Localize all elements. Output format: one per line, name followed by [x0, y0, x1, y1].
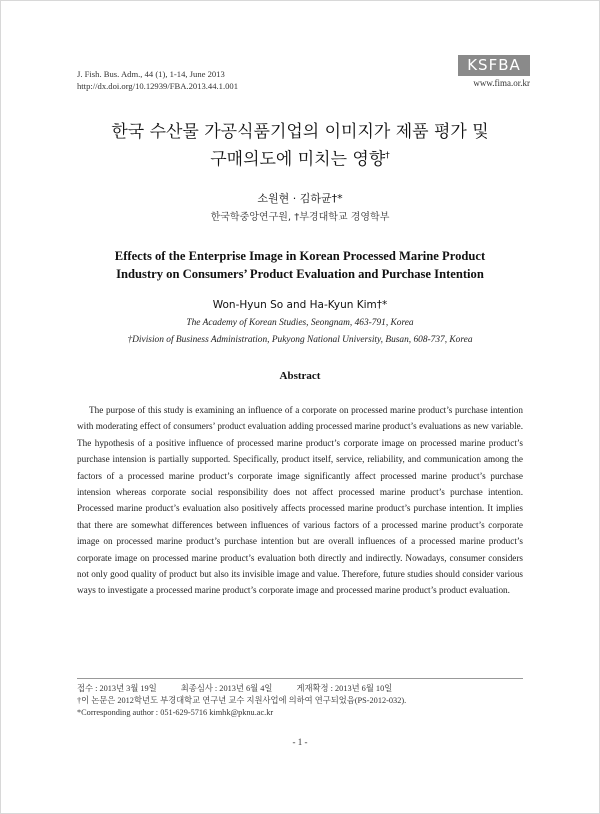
abstract-body: The purpose of this study is examining an influence of a corporate on processed marine product’s purchase intention with moderating effect of consumers’ product evaluation adding processed marine product’s evaluations as new variable. The hypothesis of a positive influence of processed marine product’s corporate image on processed marine product’s purchase intension is partially supported. Specifically, product itself, service, reliability, and communication among the factors of a processed marine product’s corporate image significantly affect processed marine product’s purchase intension whereas corporate social responsibility does not affect processed marine product’s purchase intention. Processed marine product’s evaluation also positively affects processed marine product’s purchase intention. It implies that there are somewhat differences between influences of various factors of a processed marine product’s corporate image on processed marine product’s purchase intention but are overall influences of a processed marine product’s corporate image on processed marine product’s evaluation both directly and indirectly. Nowadays, consumer considers not only good quality of product but also its invisible image and value. Therefore, future studies should consider various ways to investigate a processed marine product’s corporate image and processed marine product’s product evaluation. — [77, 405, 523, 596]
title-english-line1: Effects of the Enterprise Image in Korean Processed Marine Product — [114, 249, 486, 263]
accepted-date: 게재확정 : 2013년 6월 10일 — [296, 684, 393, 693]
website-link[interactable]: www.fima.or.kr — [473, 78, 530, 88]
abstract-heading: Abstract — [279, 370, 321, 382]
corresponding-author: *Corresponding author : 051-629-5716 kimhk@pknu.ac.kr — [77, 708, 274, 717]
doi-link[interactable]: http://dx.doi.org/10.12939/FBA.2013.44.1.001 — [77, 81, 238, 91]
title-korean-line2-text: 구매의도에 미치는 영향 — [210, 149, 386, 170]
funding-note: †이 논문은 2012학년도 부경대학교 연구년 교수 지원사업에 의하여 연구되었음(PS-2012-032). — [77, 696, 407, 705]
authors-korean: 소원현 · 김하균†* — [257, 192, 343, 205]
footnote-divider — [77, 678, 523, 679]
affiliation-english-1: The Academy of Korean Studies, Seongnam, 463-791, Korea — [186, 318, 414, 328]
title-english — [60, 247, 540, 283]
reviewed-date: 최종심사 : 2013년 6월 4일 — [180, 684, 273, 693]
title-korean-line1: 한국 수산물 가공식품기업의 이미지가 제품 평가 및 — [111, 122, 489, 142]
title-dagger: † — [385, 151, 390, 161]
page-number: - 1 - — [292, 737, 308, 747]
title-korean — [60, 120, 540, 172]
submission-dates — [77, 683, 523, 695]
affiliation-korean: 한국학중앙연구원, †부경대학교 경영학부 — [210, 212, 390, 223]
ksfba-logo: KSFBA — [458, 55, 530, 76]
received-date: 접수 : 2013년 3월 19일 — [77, 684, 157, 693]
journal-reference — [77, 68, 238, 92]
title-korean-line2 — [60, 144, 540, 172]
authors-english: Won-Hyun So and Ha-Kyun Kim†* — [212, 299, 388, 311]
title-english-line2: Industry on Consumers’ Product Evaluation and Purchase Intention — [116, 267, 484, 281]
footnotes — [77, 683, 523, 719]
journal-citation: J. Fish. Bus. Adm., 44 (1), 1-14, June 2013 — [77, 69, 225, 79]
affiliation-english-2: †Division of Business Administration, Pukyong National University, Busan, 608-737, Korea — [127, 335, 473, 345]
